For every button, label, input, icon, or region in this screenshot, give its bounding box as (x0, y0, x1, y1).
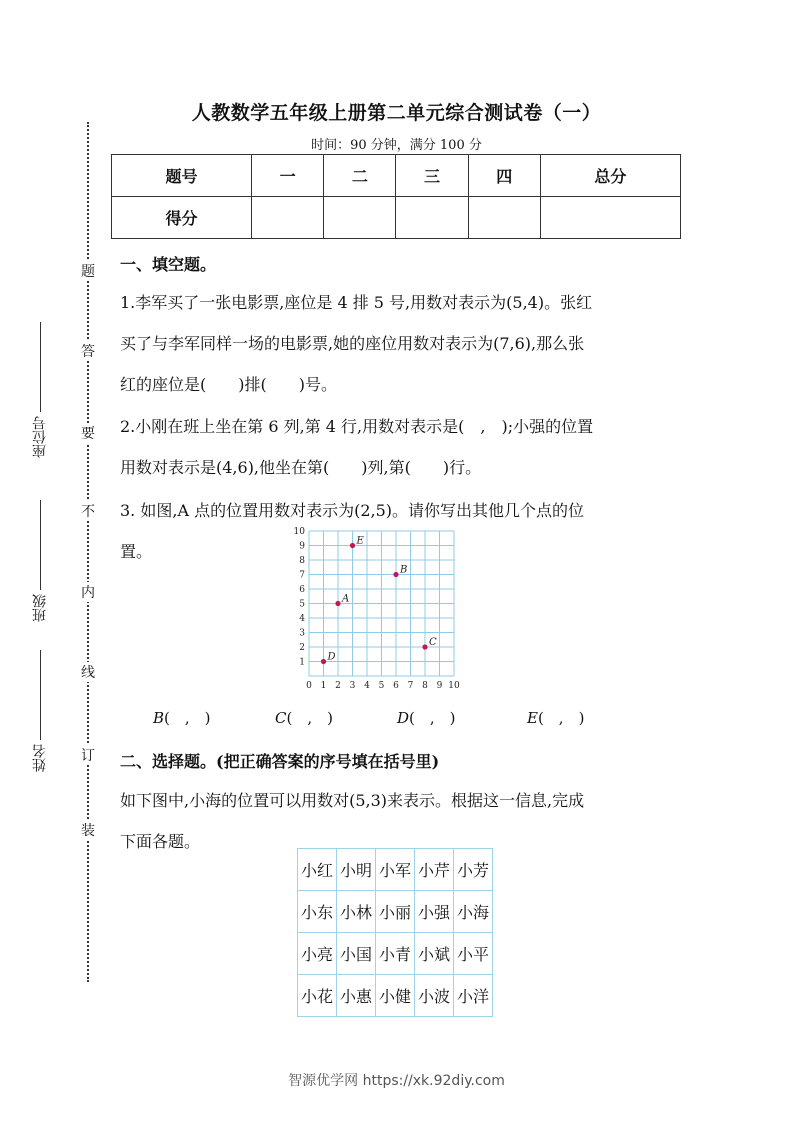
seat-row (298, 891, 493, 933)
x-tick-label: 0 (306, 681, 312, 691)
score-input-cell[interactable] (468, 197, 540, 239)
binding-char: 内 (78, 582, 98, 602)
binding-dotted-line (87, 122, 89, 982)
binding-char: 不 (78, 501, 98, 521)
point-label-e: E (356, 535, 364, 547)
seat-cell: 小国 (337, 933, 376, 975)
score-table-header-row (112, 155, 681, 197)
point-b (393, 572, 398, 577)
point-c (422, 644, 427, 649)
y-tick-label: 1 (299, 657, 305, 668)
x-tick-label: 10 (448, 681, 460, 691)
coordinate-grid (290, 527, 470, 694)
score-cell: 一 (252, 155, 324, 197)
binding-char: 题 (78, 261, 98, 281)
score-cell: 四 (468, 155, 540, 197)
point-label-b: B (400, 564, 408, 576)
score-table-score-row (112, 197, 681, 239)
point-label-c: C (429, 637, 437, 648)
score-table (111, 154, 681, 239)
seating-table (297, 848, 493, 1017)
name-label: 姓名 (30, 650, 50, 772)
x-tick-label: 7 (407, 681, 414, 691)
seat-cell: 小洋 (454, 975, 493, 1017)
seat-cell: 小青 (376, 933, 415, 975)
point-d (321, 659, 326, 664)
y-tick-label: 9 (299, 541, 305, 552)
binding-char: 要 (78, 423, 98, 443)
x-tick-label: 3 (349, 681, 356, 691)
score-cell: 总分 (540, 155, 680, 197)
question-3: 3. 如图,A 点的位置用数对表示为(2,5)。请你写出其他几个点的位 置。 (120, 501, 585, 561)
x-tick-label: 1 (320, 681, 327, 691)
score-input-cell[interactable] (324, 197, 396, 239)
point-label-d: D (327, 651, 336, 663)
y-tick-label: 7 (299, 570, 305, 581)
score-cell: 得分 (112, 197, 252, 239)
seat-cell: 小健 (376, 975, 415, 1017)
seat-cell: 小花 (298, 975, 337, 1017)
y-tick-label: 8 (299, 556, 305, 566)
y-tick-label: 2 (299, 643, 305, 653)
x-tick-label: 8 (422, 681, 428, 691)
point-e (350, 543, 355, 548)
y-tick-label: 5 (299, 599, 305, 610)
point-a (335, 601, 340, 606)
score-input-cell[interactable] (252, 197, 324, 239)
class-label: 班级 (30, 500, 50, 622)
seat-cell: 小明 (337, 849, 376, 891)
score-cell: 题号 (112, 155, 252, 197)
score-input-cell[interactable] (540, 197, 680, 239)
seat-cell: 小芹 (415, 849, 454, 891)
x-tick-label: 5 (378, 681, 385, 691)
point-label-a: A (342, 593, 350, 605)
y-tick-label: 3 (299, 628, 305, 639)
seat-cell: 小亮 (298, 933, 337, 975)
seat-cell: 小东 (298, 891, 337, 933)
y-tick-label: 10 (293, 527, 305, 537)
seat-cell: 小惠 (337, 975, 376, 1017)
x-tick-label: 6 (393, 681, 399, 691)
score-cell: 二 (324, 155, 396, 197)
seat-cell: 小红 (298, 849, 337, 891)
seat-cell: 小林 (337, 891, 376, 933)
answer-b: B( , ) (153, 709, 211, 727)
exam-time-info: 时间：90 分钟，满分 100 分 (311, 138, 482, 153)
footer-watermark: 智源优学网 https://xk.92diy.com (288, 1073, 505, 1089)
section2-heading: 二、选择题。(把正确答案的序号填在括号里) (120, 752, 440, 771)
score-input-cell[interactable] (396, 197, 468, 239)
section1-heading: 一、填空题。 (120, 255, 217, 274)
seat-cell: 小斌 (415, 933, 454, 975)
answer-e: E( , ) (527, 709, 585, 727)
seat-cell: 小丽 (376, 891, 415, 933)
page-title: 人教数学五年级上册第二单元综合测试卷（一） (191, 102, 602, 124)
x-tick-label: 4 (364, 681, 370, 691)
seat-cell: 小芳 (454, 849, 493, 891)
x-tick-label: 2 (335, 681, 341, 691)
y-tick-label: 4 (299, 614, 305, 624)
answer-c: C( , ) (275, 709, 333, 727)
answer-d: D( , ) (397, 709, 456, 727)
seat-row (298, 975, 493, 1017)
x-tick-label: 9 (436, 681, 443, 691)
binding-char: 装 (78, 820, 98, 840)
binding-char: 答 (78, 341, 98, 361)
seat-cell: 小军 (376, 849, 415, 891)
seat-row (298, 933, 493, 975)
seat-cell: 小平 (454, 933, 493, 975)
y-tick-label: 6 (299, 585, 305, 595)
question-1: 1.李军买了一张电影票,座位是 4 排 5 号,用数对表示为(5,4)。张红 买了与李军同样一场的电影票,她的座位用数对表示为(7,6),那么张 红的座位是( )排( )号。 (120, 293, 593, 394)
seat-cell: 小波 (415, 975, 454, 1017)
seat-cell: 小海 (454, 891, 493, 933)
score-cell: 三 (396, 155, 468, 197)
question-2: 2.小刚在班上坐在第 6 列,第 4 行,用数对表示是( , );小强的位置 用数对表示是(4,6),他坐在第( )列,第( )行。 (120, 417, 594, 477)
binding-char: 线 (78, 662, 98, 682)
section2-intro: 如下图中,小海的位置可以用数对(5,3)来表示。根据这一信息,完成 下面各题。 (120, 791, 585, 851)
binding-char: 订 (78, 745, 98, 765)
seat-row (298, 849, 493, 891)
seat-number-label: 座位号 (30, 322, 50, 458)
seat-cell: 小强 (415, 891, 454, 933)
